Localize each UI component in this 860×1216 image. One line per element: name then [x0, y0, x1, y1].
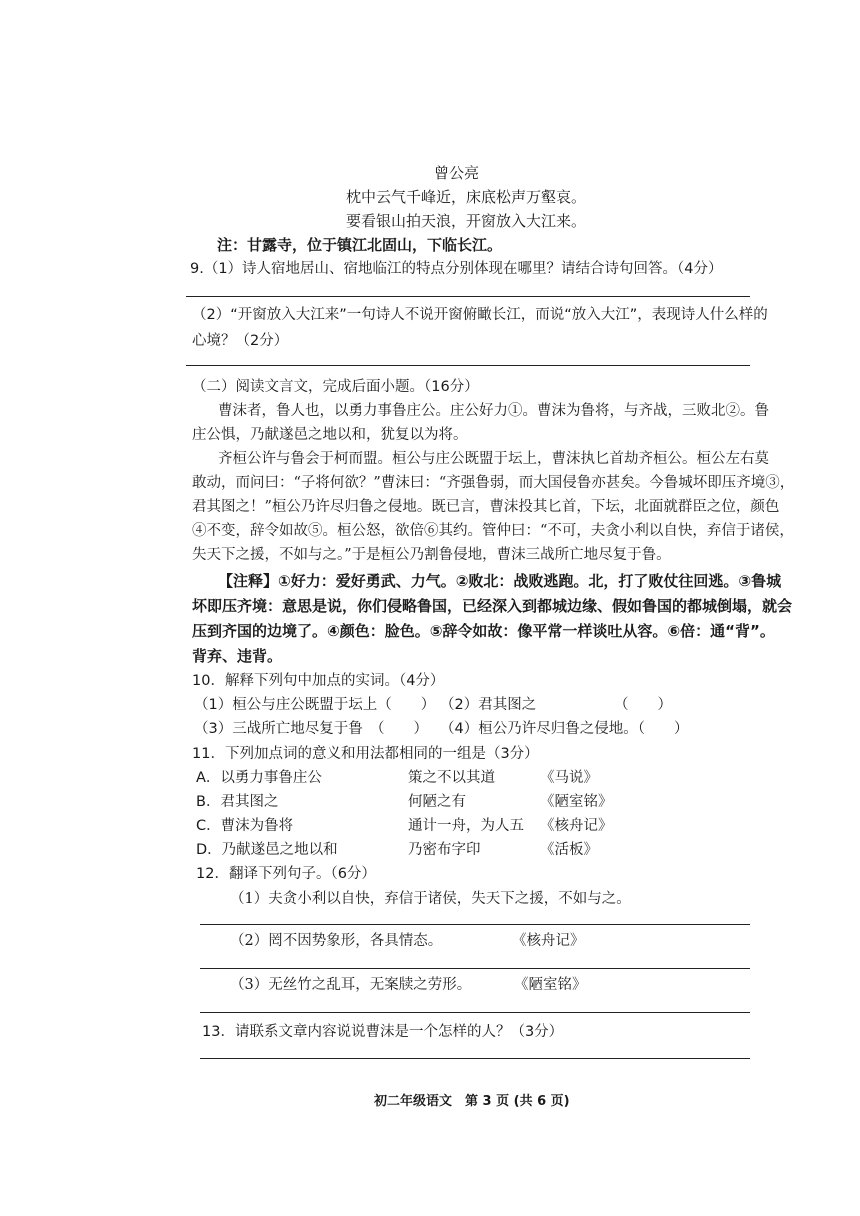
q12-sentence2-source: 《核舟记》: [512, 933, 585, 949]
poem-author: 曾公亮: [434, 164, 480, 182]
q10-heading: 10．解释下列句中加点的实词。（4分）: [192, 673, 445, 689]
q10-item1: （1）桓公与庄公既盟于坛上（ ）: [194, 697, 436, 713]
poem-line-1: 枕中云气千峰近，床底松声万壑哀。: [346, 188, 587, 206]
q11-option-b-compare: 何陋之有: [408, 794, 466, 810]
passage-p2-line1: 齐桓公许与鲁会于柯而盟。桓公与庄公既盟于坛上，曹沫执匕首劫齐桓公。桓公左右莫: [218, 451, 769, 467]
q12-sentence2: （2）罔不因势象形，各具情态。: [230, 933, 443, 949]
answer-line: [186, 296, 750, 297]
poem-line-2: 要看银山拍天浪，开窗放入大江来。: [346, 212, 587, 230]
notes-line3: 压到齐国的边境了。④颜色：脸色。⑤辞令如故：像平常一样谈吐从容。⑥倍：通“背”。: [192, 622, 775, 640]
section2-heading: （二）阅读文言文，完成后面小题。（16分）: [192, 379, 479, 395]
answer-line: [200, 968, 750, 969]
q11-option-a-label: A．以勇力事鲁庄公: [196, 770, 322, 786]
q12-heading: 12．翻译下列句子。（6分）: [196, 866, 376, 882]
q11-option-d-source: 《活板》: [540, 842, 598, 858]
q11-option-a-compare: 策之不以其道: [408, 770, 495, 786]
q12-sentence1: （1）夫贪小利以自快，弃信于诸侯，失天下之援，不如与之。: [230, 891, 631, 907]
passage-p2-line4: ④不变，辞令如故⑤。桓公怒，欲倍⑥其约。管仲曰：“不可，夫贪小利以自快，弃信于诸侯，: [192, 523, 794, 539]
answer-line: [200, 1012, 750, 1013]
q10-item4: （4）桓公乃许尽归鲁之侵地。（ ）: [440, 721, 689, 737]
passage-p1-line2: 庄公惧，乃献遂邑之地以和，犹复以为将。: [192, 427, 468, 443]
q11-option-c-label: C．曹沫为鲁将: [196, 818, 294, 834]
q11-option-b-source: 《陋室铭》: [540, 794, 613, 810]
answer-line: [200, 1058, 750, 1059]
passage-p2-line3: 君其图之！”桓公乃许尽归鲁之侵地。既已言，曹沫投其匕首，下坛，北面就群臣之位，颜色: [192, 499, 780, 515]
q13-text: 13．请联系文章内容说说曹沫是一个怎样的人？（3分）: [202, 1024, 564, 1040]
q9-part1: 9.（1）诗人宿地居山、宿地临江的特点分别体现在哪里？请结合诗句回答。（4分）: [190, 261, 723, 277]
notes-line2: 坏即压齐境：意思是说，你们侵略鲁国，已经深入到都城边缘、假如鲁国的都城倒塌，就会: [192, 597, 793, 615]
passage-p2-line5: 失天下之援，不如与之。”于是桓公乃割鲁侵地，曹沫三战所亡地尽复于鲁。: [192, 547, 671, 563]
q12-sentence3: （3）无丝竹之乱耳，无案牍之劳形。: [230, 977, 472, 993]
q11-option-d-compare: 乃密布字印: [408, 842, 481, 858]
notes-line4: 背弃、违背。: [192, 647, 283, 665]
q11-option-b-label: B．君其图之: [196, 794, 279, 810]
q12-sentence3-source: 《陋室铭》: [514, 977, 587, 993]
q11-heading: 11．下列加点词的意义和用法都相同的一组是（3分）: [192, 746, 539, 762]
answer-line: [186, 365, 750, 366]
q11-option-c-compare: 通计一舟，为人五: [408, 818, 524, 834]
q11-option-d-label: D．乃献遂邑之地以和: [196, 842, 338, 858]
q10-item2: （2）君其图之: [440, 697, 537, 713]
page-footer: 初二年级语文 第 3 页 (共 6 页): [374, 1094, 570, 1109]
q11-option-c-source: 《核舟记》: [540, 818, 613, 834]
poem-note: 注：甘露寺，位于镇江北固山，下临长江。: [217, 236, 503, 254]
notes-line1: 【注释】①好力：爱好勇武、力气。②败北：战败逃跑。北，打了败仗往回逃。③鲁城: [218, 572, 782, 590]
passage-p1-line1: 曹沫者，鲁人也，以勇力事鲁庄公。庄公好力①。曹沫为鲁将，与齐战，三败北②。鲁: [218, 403, 769, 419]
q11-option-a-source: 《马说》: [540, 770, 598, 786]
passage-p2-line2: 敢动，而问曰：“子将何欲？”曹沫曰：“齐强鲁弱，而大国侵鲁亦甚矣。今鲁城坏即压齐境③，: [192, 475, 795, 491]
q9-part2-line2: 心境？（2分）: [192, 333, 289, 349]
q10-item3: （3）三战所亡地尽复于鲁 （ ）: [194, 721, 428, 737]
q10-item2-paren: （ ）: [614, 697, 672, 713]
answer-line: [200, 924, 750, 925]
q9-part2-line1: （2）“开窗放入大江来”一句诗人不说开窗俯瞰长江，而说“放入大江”，表现诗人什么样的: [192, 307, 768, 323]
